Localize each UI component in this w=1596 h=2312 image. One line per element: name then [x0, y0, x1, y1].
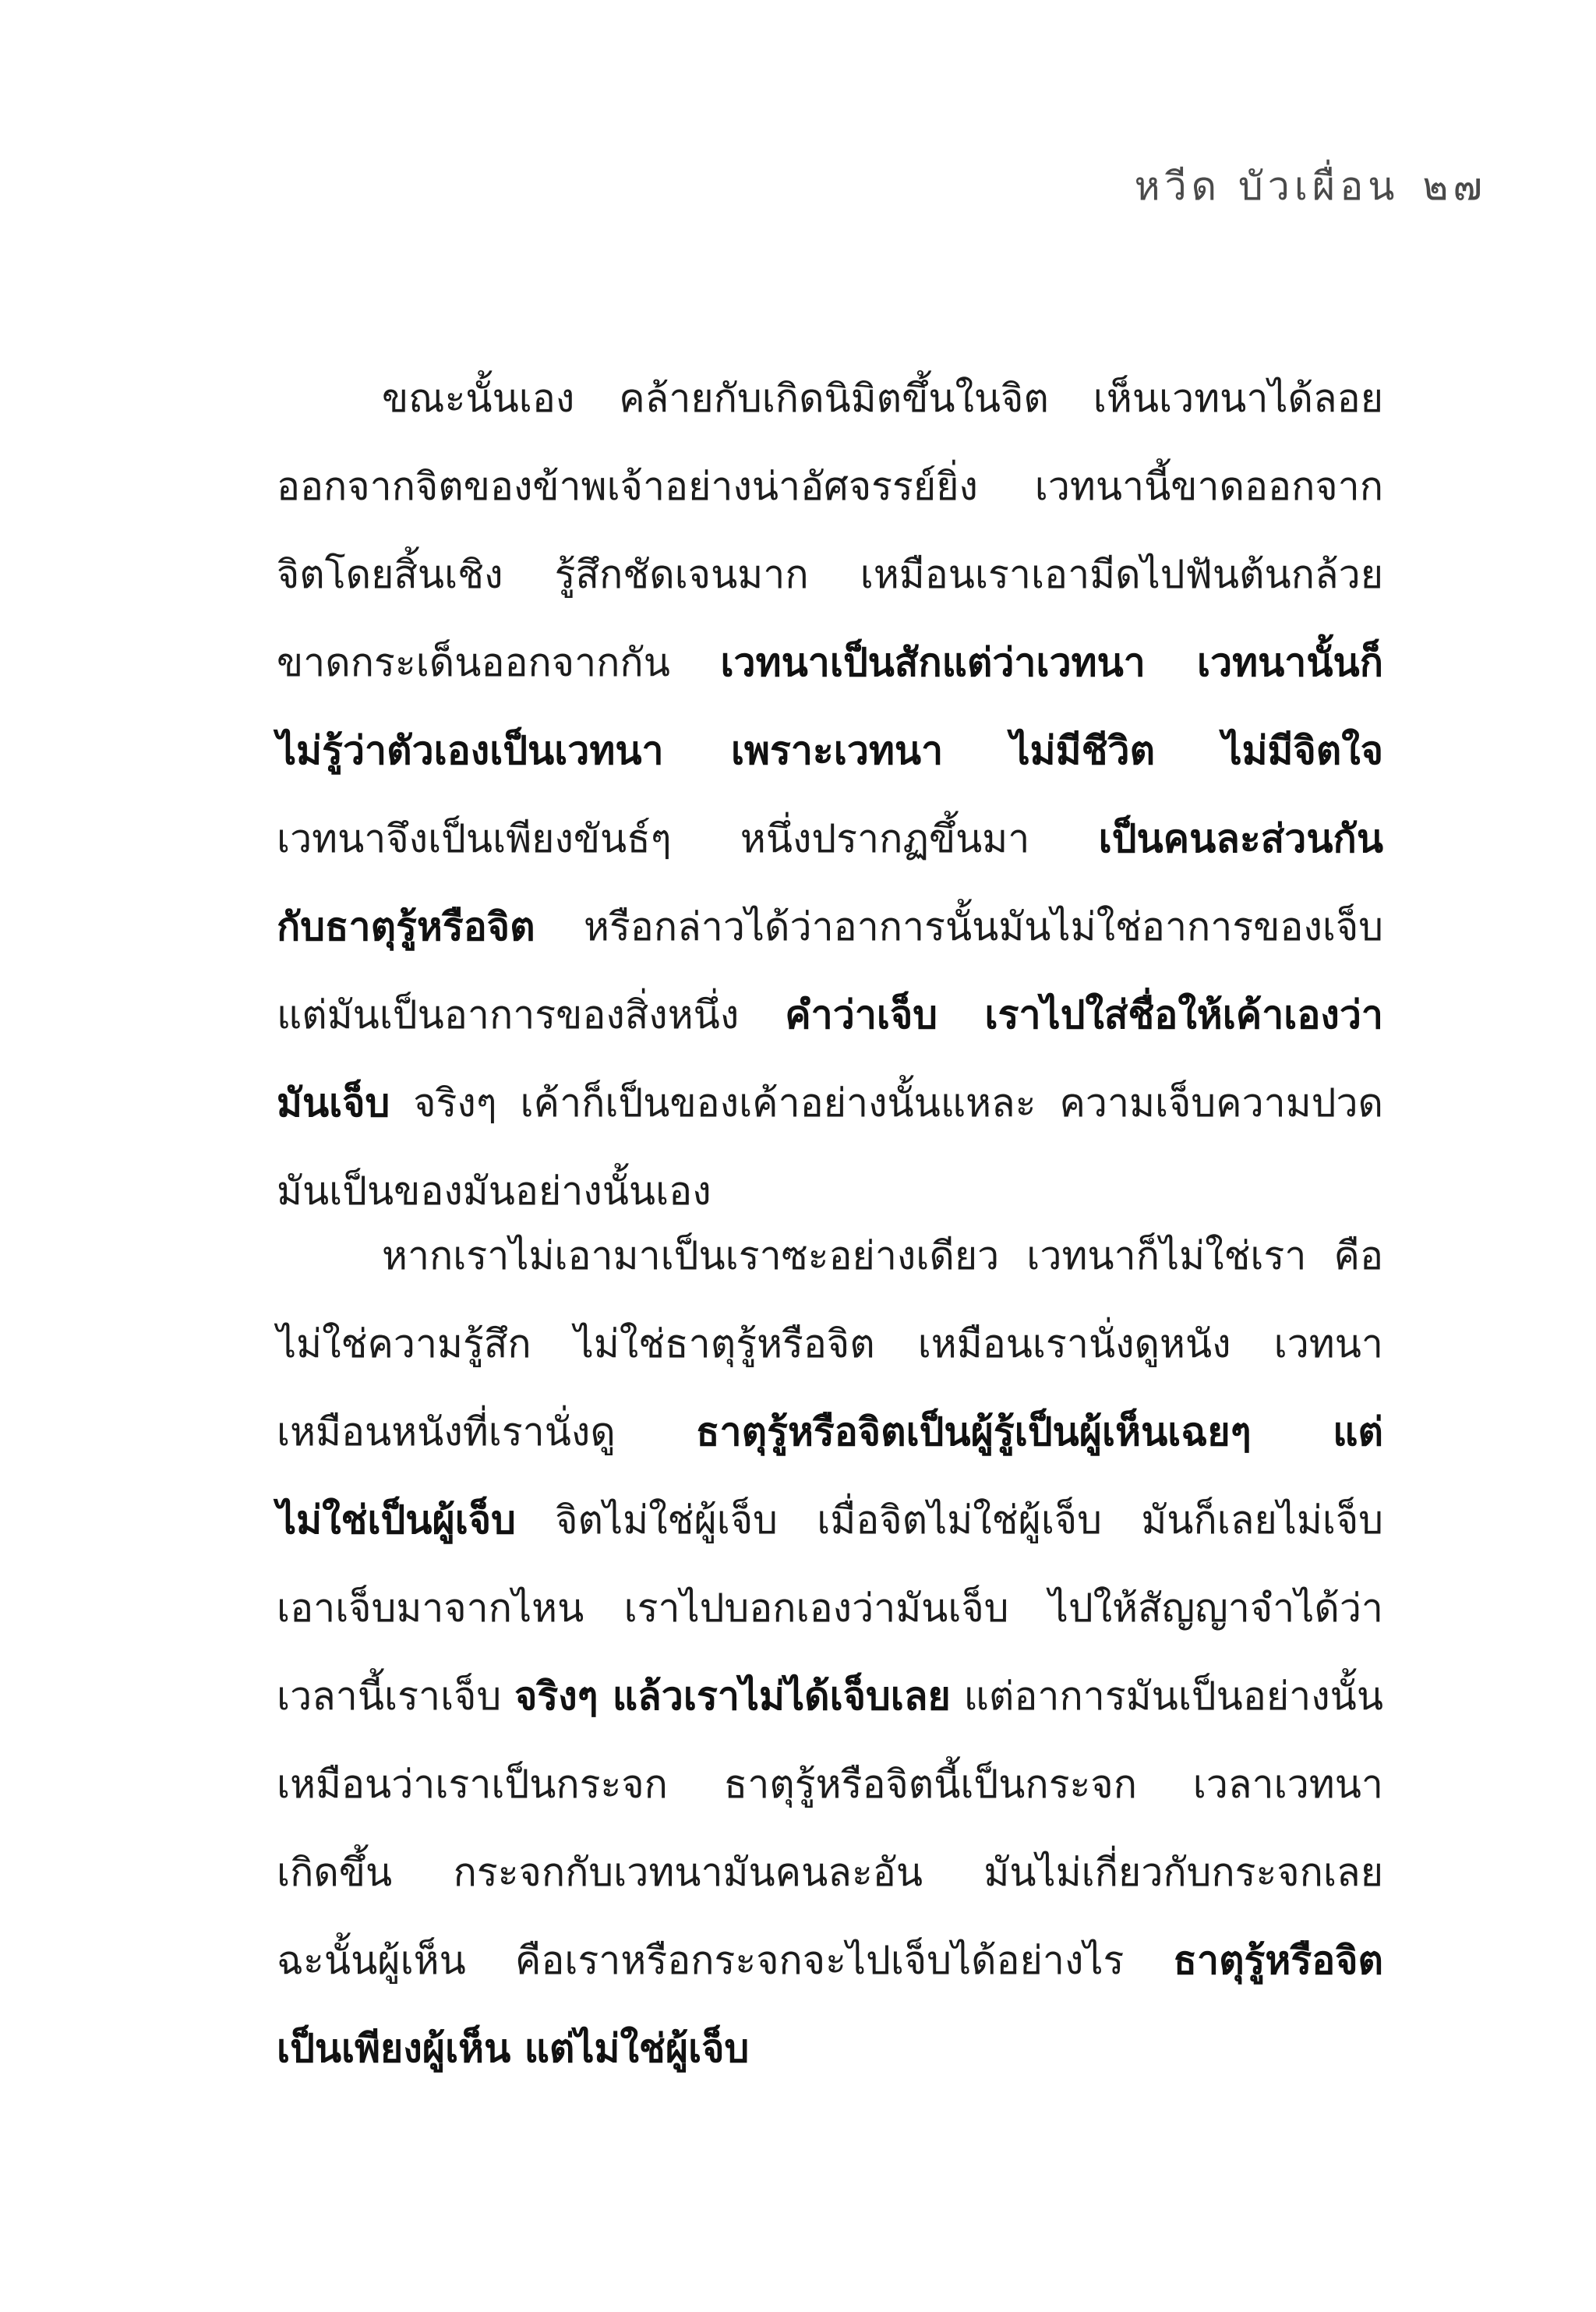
- text-line: [277, 883, 1383, 971]
- body-text: เหมือนหนังที่เรานั่งดู: [277, 1409, 697, 1455]
- bold-text: ธาตุรู้หรือจิต: [1173, 1938, 1383, 1983]
- body-text: ขณะนั้นเอง คล้ายกับเกิดนิมิตขึ้นในจิต เห็นเวทนาได้ลอย: [382, 376, 1383, 421]
- body-text: หรือกล่าวได้ว่าอาการนั้นมันไม่ใช่อาการของเจ็บ: [535, 904, 1383, 949]
- running-head: [1135, 156, 1487, 217]
- bold-text: เวทนาเป็นสักแต่ว่าเวทนา เวทนานั้นก็: [720, 640, 1383, 685]
- bold-text: กับธาตุรู้หรือจิต: [277, 904, 535, 949]
- paragraph-1: [277, 355, 1383, 1236]
- bold-text: คำว่าเจ็บ เราไปใส่ชื่อให้เค้าเองว่า: [785, 992, 1383, 1038]
- text-line: [277, 1212, 1383, 1300]
- text-line: [277, 2005, 1383, 2093]
- body-text: หากเราไม่เอามาเป็นเราซะอย่างเดียว เวทนาก็ไม่ใช่เรา คือ: [382, 1233, 1383, 1278]
- body-text: ฉะนั้นผู้เห็น คือเราหรือกระจกจะไปเจ็บได้อย่างไร: [277, 1938, 1174, 1983]
- body-text: ไม่ใช่ความรู้สึก ไม่ใช่ธาตุรู้หรือจิต เหมือนเรานั่งดูหนัง เวทนา: [277, 1321, 1383, 1366]
- body-text: เวลานี้เราเจ็บ: [277, 1674, 515, 1719]
- text-line: [277, 1300, 1383, 1388]
- body-text: เวทนาจึงเป็นเพียงขันธ์ๆ หนึ่งปรากฏขึ้นมา: [277, 816, 1099, 861]
- text-line: [277, 1917, 1383, 2005]
- text-line: [277, 355, 1383, 443]
- bold-text: ธาตุรู้หรือจิตเป็นผู้รู้เป็นผู้เห็นเฉยๆ แต่: [696, 1409, 1383, 1455]
- bold-text: เป็นเพียงผู้เห็น แต่ไม่ใช่ผู้เจ็บ: [277, 2026, 750, 2071]
- body-text: จิตไม่ใช่ผู้เจ็บ เมื่อจิตไม่ใช่ผู้เจ็บ มันก็เลยไม่เจ็บ: [515, 1497, 1383, 1543]
- body-text: เกิดขึ้น กระจกกับเวทนามันคนละอัน มันไม่เกี่ยวกับกระจกเลย: [277, 1850, 1383, 1895]
- text-line: [277, 1059, 1383, 1147]
- text-line: [277, 971, 1383, 1059]
- text-line: [277, 443, 1383, 531]
- body-text: จริงๆ เค้าก็เป็นของเค้าอย่างนั้นแหละ ความเจ็บความปวด: [390, 1080, 1383, 1126]
- text-line: [277, 795, 1383, 883]
- text-line: [277, 1476, 1383, 1564]
- text-line: [277, 1829, 1383, 1917]
- author-name: หวีด บัวเผื่อน: [1134, 164, 1400, 209]
- body-text: แต่มันเป็นอาการของสิ่งหนึ่ง: [277, 992, 786, 1038]
- body-text: มันเป็นของมันอย่างนั้นเอง: [277, 1168, 711, 1214]
- text-line: [277, 1564, 1383, 1653]
- page-number: ๒๗: [1422, 164, 1487, 209]
- bold-text: จริงๆ แล้วเราไม่ได้เจ็บเลย: [514, 1674, 951, 1719]
- body-text: แต่อาการมันเป็นอย่างนั้น: [950, 1674, 1383, 1719]
- body-text: ขาดกระเด็นออกจากกัน: [277, 640, 721, 685]
- text-line: [277, 1388, 1383, 1476]
- text-line: [277, 1653, 1383, 1741]
- body-text: จิตโดยสิ้นเชิง รู้สึกชัดเจนมาก เหมือนเราเอามีดไปฟันต้นกล้วย: [277, 552, 1383, 597]
- body-text: เหมือนว่าเราเป็นกระจก ธาตุรู้หรือจิตนี้เป็นกระจก เวลาเวทนา: [277, 1762, 1383, 1807]
- bold-text: เป็นคนละส่วนกัน: [1098, 816, 1383, 861]
- text-line: [277, 619, 1383, 707]
- text-line: [277, 531, 1383, 619]
- text-line: [277, 1741, 1383, 1829]
- text-line: [277, 707, 1383, 795]
- paragraph-2: [277, 1212, 1383, 2093]
- body-text: ออกจากจิตของข้าพเจ้าอย่างน่าอัศจรรย์ยิ่ง เวทนานี้ขาดออกจาก: [277, 464, 1383, 509]
- bold-text: ไม่รู้ว่าตัวเองเป็นเวทนา เพราะเวทนา ไม่มีชีวิต ไม่มีจิตใจ: [277, 728, 1383, 773]
- bold-text: ไม่ใช่เป็นผู้เจ็บ: [277, 1497, 516, 1543]
- body-text: เอาเจ็บมาจากไหน เราไปบอกเองว่ามันเจ็บ ไปให้สัญญาจำได้ว่า: [277, 1586, 1383, 1631]
- bold-text: มันเจ็บ: [277, 1080, 390, 1126]
